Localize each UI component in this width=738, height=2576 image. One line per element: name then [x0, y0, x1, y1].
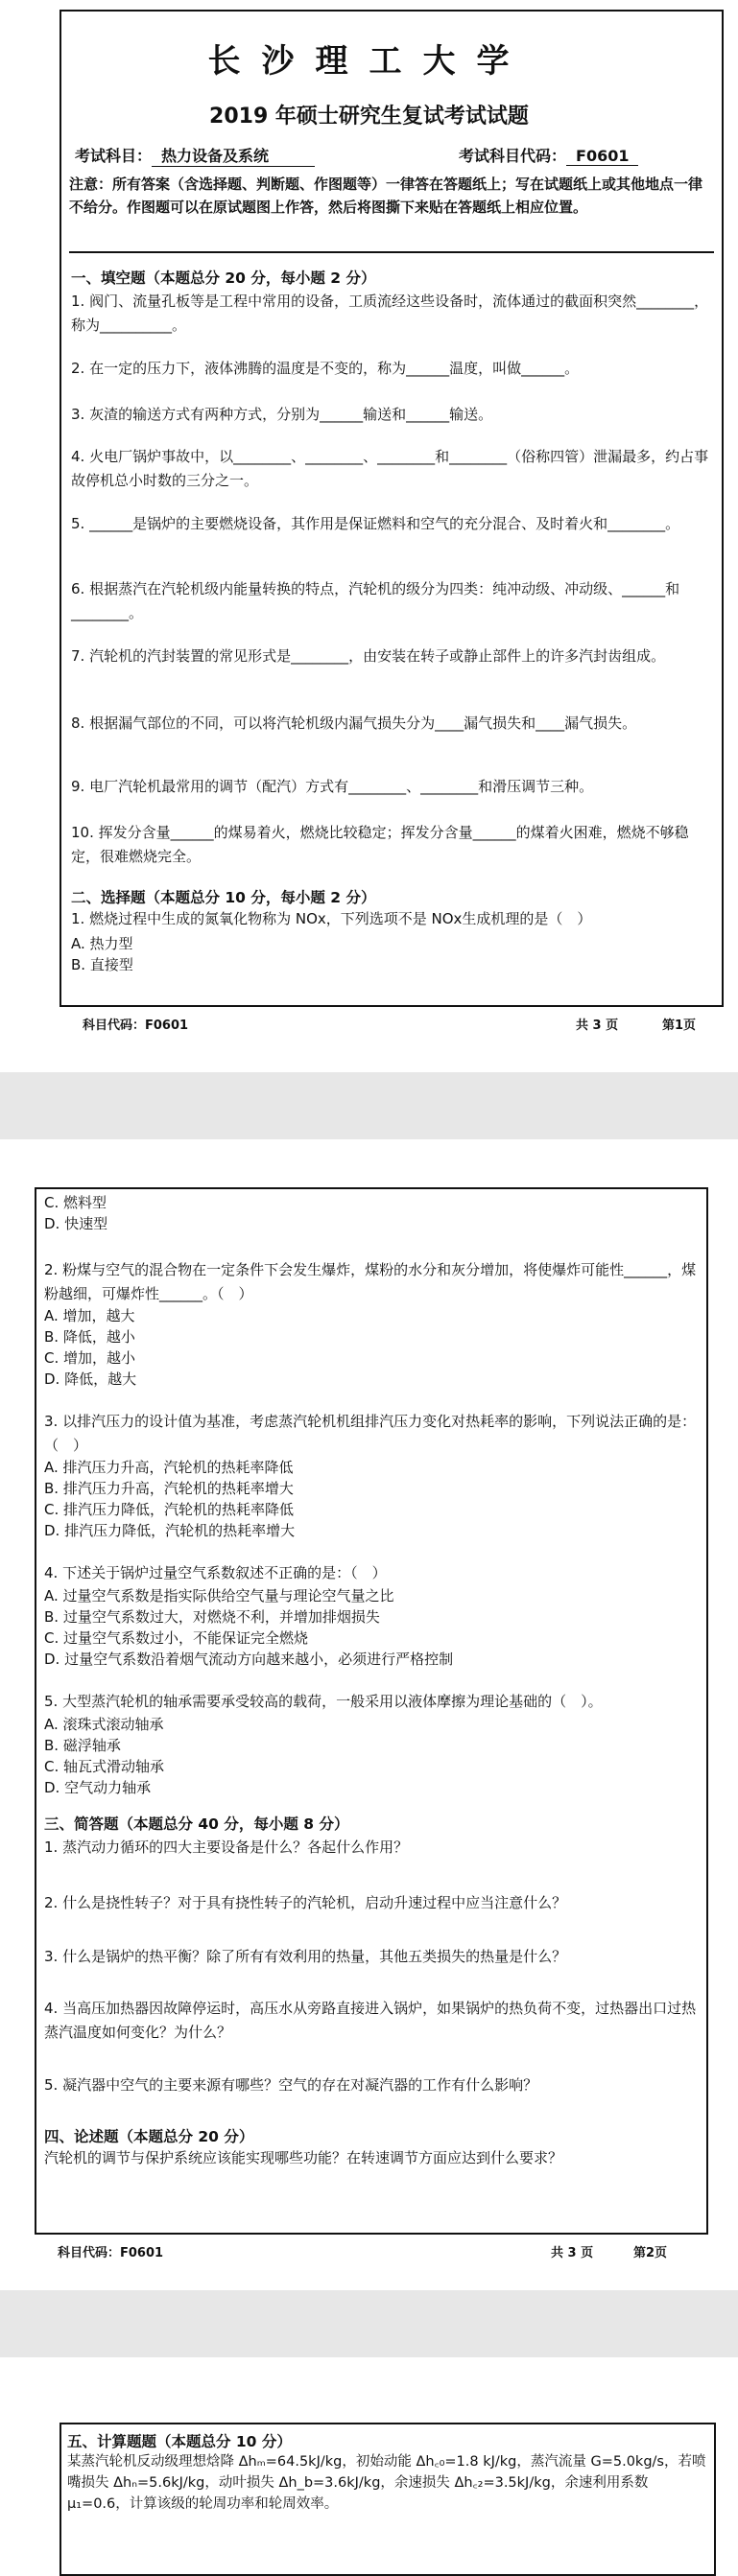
choice-1-option-b: B. 直接型 [71, 956, 133, 973]
choice-4-option-b: B. 过量空气系数过大，对燃烧不利，并增加排烟损失 [44, 1608, 380, 1626]
choice-4-option-c: C. 过量空气系数过小，不能保证完全燃烧 [44, 1629, 309, 1647]
header-divider [69, 251, 714, 253]
footer-page-number: 第1页 [662, 1019, 697, 1033]
choice-4-option-d: D. 过量空气系数沿着烟气流动方向越来越小，必须进行严格控制 [44, 1651, 454, 1668]
choice-1-option-a: A. 热力型 [71, 935, 133, 952]
fill-question-6: 6. 根据蒸汽在汽轮机级内能量转换的特点，汽轮机的级分为四类：纯冲动级、冲动级、______和________。 [71, 580, 680, 621]
short-question-1: 1. 蒸汽动力循环的四大主要设备是什么？各起什么作用？ [44, 1838, 409, 1856]
footer-page-number: 第2页 [633, 2246, 668, 2260]
choice-3-option-c: C. 排汽压力降低，汽轮机的热耗率降低 [44, 1501, 295, 1518]
footer-subject-code: 科目代码：F0601 [83, 1019, 189, 1033]
choice-2-option-a: A. 增加，越大 [44, 1307, 135, 1324]
subject-row [75, 144, 315, 167]
choice-2-option-c: C. 增加，越小 [44, 1349, 136, 1367]
essay-question: 汽轮机的调节与保护系统应该能实现哪些功能？在转速调节方面应达到什么要求？ [44, 2149, 563, 2166]
choice-3-option-a: A. 排汽压力升高，汽轮机的热耗率降低 [44, 1459, 294, 1476]
exam-page-1 [0, 0, 738, 1072]
short-question-4: 4. 当高压加热器因故障停运时，高压水从旁路直接进入锅炉，如果锅炉的热负荷不变，过热器出口过热蒸汽温度如何变化？为什么？ [44, 2000, 697, 2041]
page-gap-1 [0, 1072, 738, 1139]
short-question-3: 3. 什么是锅炉的热平衡？除了所有有效利用的热量，其他五类损失的热量是什么？ [44, 1948, 567, 1965]
choice-question-3: 3. 以排汽压力的设计值为基准，考虑蒸汽轮机机组排汽压力变化对热耗率的影响，下列说法正确的是：（ ） [44, 1413, 697, 1454]
choice-5-option-b: B. 磁浮轴承 [44, 1737, 121, 1754]
section-3-title: 三、简答题（本题总分 40 分，每小题 8 分） [44, 1815, 349, 1833]
calculation-question: 某蒸汽轮机反动级理想焓降 Δhₘ=64.5kJ/kg，初始动能 Δh꜀₀=1.8 kJ/kg，蒸汽流量 G=5.0kg/s，若喷嘴损失 Δhₙ=5.6kJ/kg，动叶损失 Δh_b=3.6kJ/kg，余速损失 Δh꜀₂=3.5kJ/kg，余速利用系数 μ₁=0.6，计算该级的轮周功率和轮周效率。 [67, 2454, 706, 2512]
code-label: 考试科目代码： [459, 147, 567, 165]
choice-2-option-d: D. 降低，越大 [44, 1370, 137, 1388]
short-question-5: 5. 凝汽器中空气的主要来源有哪些？空气的存在对凝汽器的工作有什么影响？ [44, 2076, 538, 2094]
choice-3-option-b: B. 排汽压力升高，汽轮机的热耗率增大 [44, 1480, 294, 1497]
section-1-title: 一、填空题（本题总分 20 分，每小题 2 分） [71, 269, 376, 287]
choice-question-1: 1. 燃烧过程中生成的氮氧化物称为 NOx，下列选项不是 NOx生成机理的是（ ） [71, 910, 592, 927]
fill-question-7: 7. 汽轮机的汽封装置的常见形式是________，由安装在转子或静止部件上的许多汽封齿组成。 [71, 647, 666, 665]
notice-text: 注意：所有答案（含选择题、判断题、作图题等）一律答在答题纸上；写在试题纸上或其他地点一律不给分。作图题可以在原试题图上作答，然后将图撕下来贴在答题纸上相应位置。 [69, 176, 703, 216]
code-value: F0601 [566, 147, 638, 166]
fill-question-3: 3. 灰渣的输送方式有两种方式，分别为______输送和______输送。 [71, 406, 493, 423]
choice-5-option-a: A. 滚珠式滚动轴承 [44, 1716, 164, 1733]
section-4-title: 四、论述题（本题总分 20 分） [44, 2128, 254, 2145]
choice-question-2: 2. 粉煤与空气的混合物在一定条件下会发生爆炸，煤粉的水分和灰分增加，将使爆炸可能性______，煤粉越细，可爆炸性______。（ ） [44, 1261, 697, 1302]
footer-total-pages: 共 3 页 [576, 1019, 619, 1033]
section-5-title: 五、计算题题（本题总分 10 分） [67, 2433, 292, 2450]
choice-5-option-d: D. 空气动力轴承 [44, 1779, 152, 1796]
exam-page-2 [0, 1139, 738, 2290]
fill-question-2: 2. 在一定的压力下，液体沸腾的温度是不变的，称为______温度，叫做______。 [71, 360, 580, 377]
exam-page-3 [0, 2357, 738, 2556]
choice-3-option-d: D. 排汽压力降低，汽轮机的热耗率增大 [44, 1522, 296, 1539]
choice-2-option-b: B. 降低，越小 [44, 1328, 135, 1346]
footer-total-pages: 共 3 页 [551, 2246, 594, 2260]
fill-question-5: 5. ______是锅炉的主要燃烧设备，其作用是保证燃料和空气的充分混合、及时着火和________。 [71, 515, 680, 532]
subject-value: 热力设备及系统 [152, 144, 315, 167]
short-question-2: 2. 什么是挠性转子？对于具有挠性转子的汽轮机，启动升速过程中应当注意什么？ [44, 1894, 567, 1911]
choice-question-5: 5. 大型蒸汽轮机的轴承需要承受较高的载荷，一般采用以液体摩擦为理论基础的（ ）。 [44, 1693, 603, 1710]
choice-question-4: 4. 下述关于锅炉过量空气系数叙述不正确的是：（ ） [44, 1564, 387, 1581]
choice-1-option-c: C. 燃料型 [44, 1194, 107, 1211]
fill-question-10: 10. 挥发分含量______的煤易着火，燃烧比较稳定；挥发分含量______的煤着火困难，燃烧不够稳定，很难燃烧完全。 [71, 824, 689, 865]
choice-1-option-d: D. 快速型 [44, 1215, 108, 1232]
section-2-title: 二、选择题（本题总分 10 分，每小题 2 分） [71, 889, 376, 906]
choice-4-option-a: A. 过量空气系数是指实际供给空气量与理论空气量之比 [44, 1587, 394, 1604]
fill-question-9: 9. 电厂汽轮机最常用的调节（配汽）方式有________、________和滑压调节三种。 [71, 778, 594, 795]
subject-label: 考试科目： [75, 147, 153, 165]
exam-title: 2019 年硕士研究生复试考试试题 [209, 105, 529, 129]
fill-question-1: 1. 阀门、流量孔板等是工程中常用的设备，工质流经这些设备时，流体通过的截面积突然________，称为__________。 [71, 293, 709, 334]
code-row [459, 144, 638, 166]
fill-question-8: 8. 根据漏气部位的不同，可以将汽轮机级内漏气损失分为____漏气损失和____漏气损失。 [71, 714, 637, 732]
fill-question-4: 4. 火电厂锅炉事故中，以________、________、________和________（俗称四管）泄漏最多，约占事故停机总小时数的三分之一。 [71, 448, 709, 489]
university-name: 长沙理工大学 [207, 42, 531, 81]
choice-5-option-c: C. 轴瓦式滑动轴承 [44, 1758, 165, 1775]
footer-subject-code: 科目代码：F0601 [58, 2246, 164, 2260]
page-gap-2 [0, 2290, 738, 2357]
